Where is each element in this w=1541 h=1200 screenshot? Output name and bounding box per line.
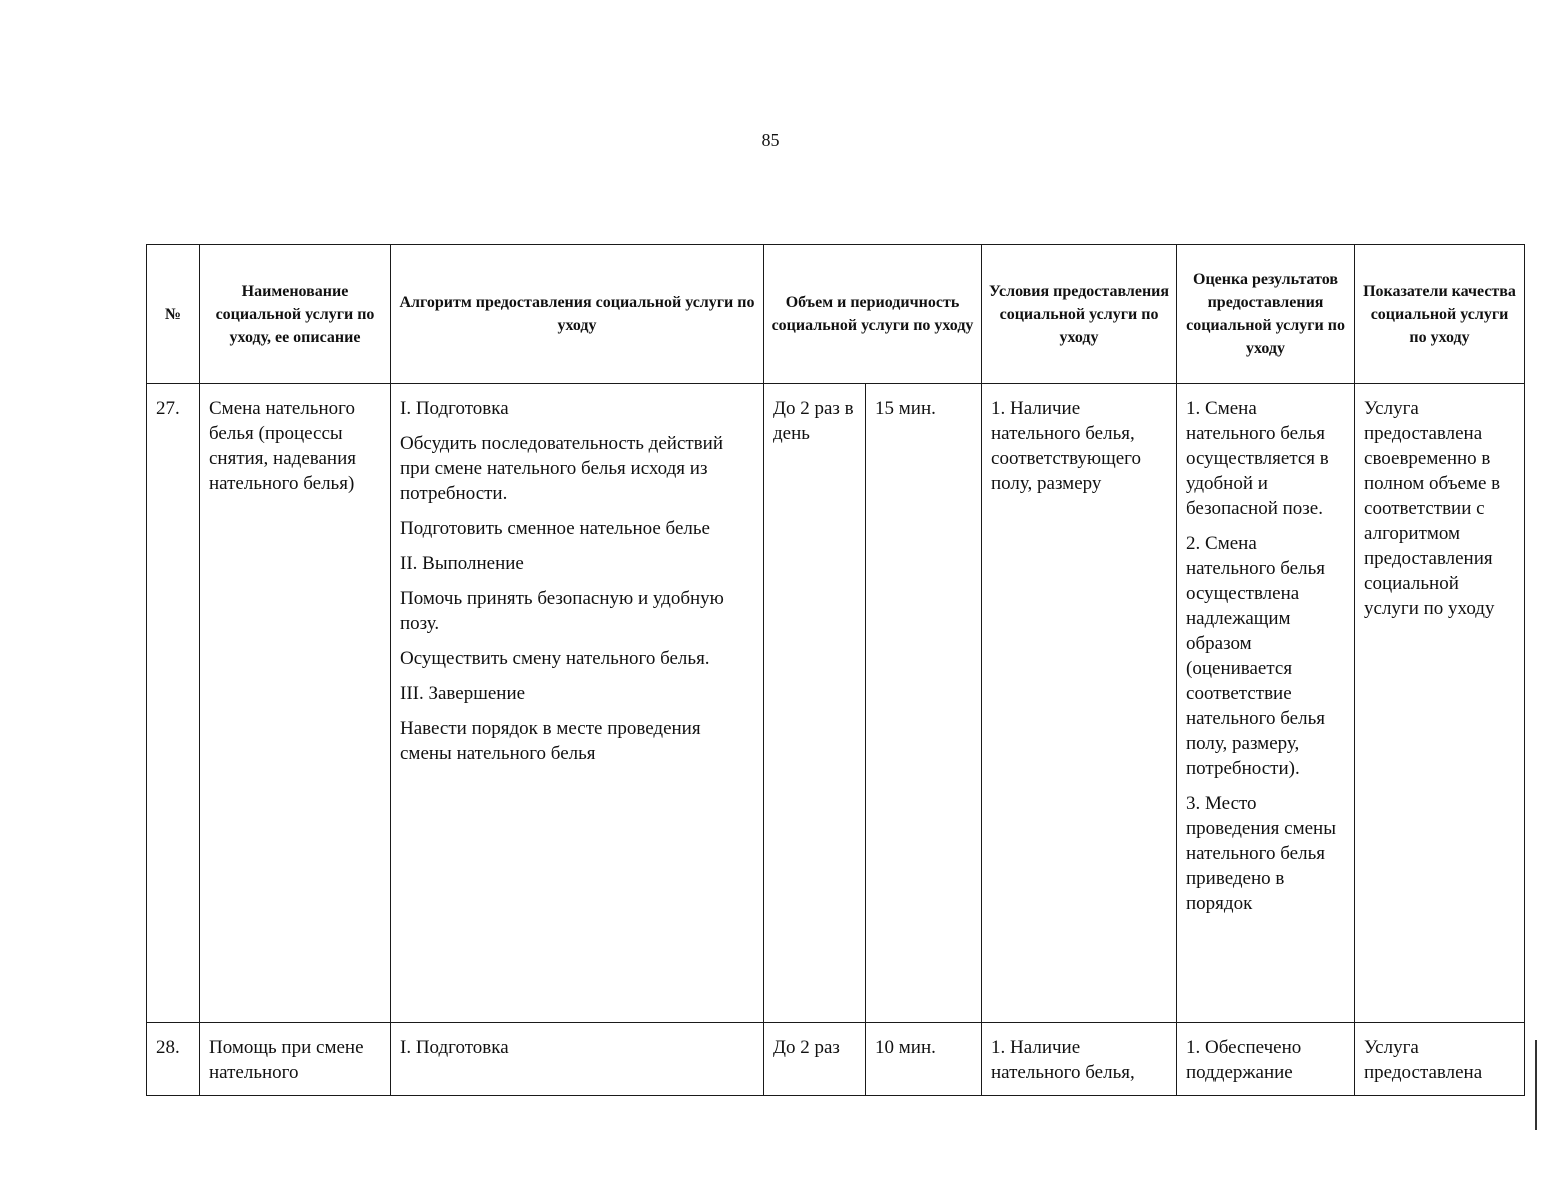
frequency: До 2 раз	[773, 1037, 840, 1058]
algorithm-cell	[391, 1023, 763, 1070]
header-algorithm: Алгоритм предоставления социальной услуги по уходу	[391, 245, 764, 384]
algorithm-step: I. Подготовка	[400, 398, 509, 419]
page-number: 85	[761, 130, 780, 150]
conditions: 1. Наличие нательного белья, соответствующего полу, размеру	[991, 398, 1141, 494]
evaluation-item: 1. Смена нательного белья осуществляется в удобной и безопасной позе.	[1186, 398, 1329, 519]
algorithm-step: I. Подготовка	[400, 1037, 509, 1058]
header-row	[147, 245, 1525, 384]
header-num: №	[147, 245, 200, 384]
scan-edge-mark	[1535, 1040, 1537, 1130]
algorithm-step: Обсудить последовательность действий при смене нательного белья исходя из потребности.	[400, 433, 723, 504]
algorithm-step: Навести порядок в месте проведения смены нательного белья	[400, 718, 701, 764]
evaluation-cell	[1177, 1023, 1354, 1095]
table-row	[147, 1023, 1525, 1096]
service-name: Помощь при смене нательного	[209, 1037, 364, 1083]
header-volume: Объем и периодичность социальной услуги по уходу	[764, 245, 982, 384]
duration: 10 мин.	[875, 1037, 936, 1058]
evaluation-item: 1. Обеспечено поддержание	[1186, 1037, 1302, 1083]
quality-indicator: Услуга предоставлена	[1364, 1037, 1483, 1083]
row-number: 27.	[156, 398, 180, 419]
algorithm-step: Помочь принять безопасную и удобную позу.	[400, 588, 724, 634]
service-name: Смена нательного белья (процессы снятия, надевания нательного белья)	[209, 398, 356, 494]
services-table	[146, 244, 1525, 1096]
frequency: До 2 раз в день	[773, 398, 854, 444]
header-quality: Показатели качества социальной услуги по уходу	[1355, 245, 1525, 384]
algorithm-step: Подготовить сменное нательное белье	[400, 518, 710, 539]
algorithm-cell	[391, 384, 763, 776]
header-conditions: Условия предоставления социальной услуги по уходу	[982, 245, 1177, 384]
evaluation-item: 3. Место проведения смены нательного белья приведено в порядок	[1186, 793, 1336, 914]
header-evaluation: Оценка результатов предоставления социальной услуги по уходу	[1177, 245, 1355, 384]
quality-indicator: Услуга предоставлена своевременно в полном объеме в соответствии с алгоритмом предоставления социальной услуги по уходу	[1364, 398, 1501, 619]
algorithm-step: III. Завершение	[400, 683, 526, 704]
table-row	[147, 384, 1525, 1023]
conditions: 1. Наличие нательного белья,	[991, 1037, 1135, 1083]
algorithm-step: II. Выполнение	[400, 553, 524, 574]
header-name: Наименование социальной услуги по уходу, ее описание	[200, 245, 391, 384]
row-number: 28.	[156, 1037, 180, 1058]
evaluation-cell	[1177, 384, 1354, 926]
duration: 15 мин.	[875, 398, 936, 419]
algorithm-step: Осуществить смену нательного белья.	[400, 648, 710, 669]
evaluation-item: 2. Смена нательного белья осуществлена надлежащим образом (оценивается соответствие нательного белья полу, размеру, потребности).	[1186, 533, 1325, 779]
